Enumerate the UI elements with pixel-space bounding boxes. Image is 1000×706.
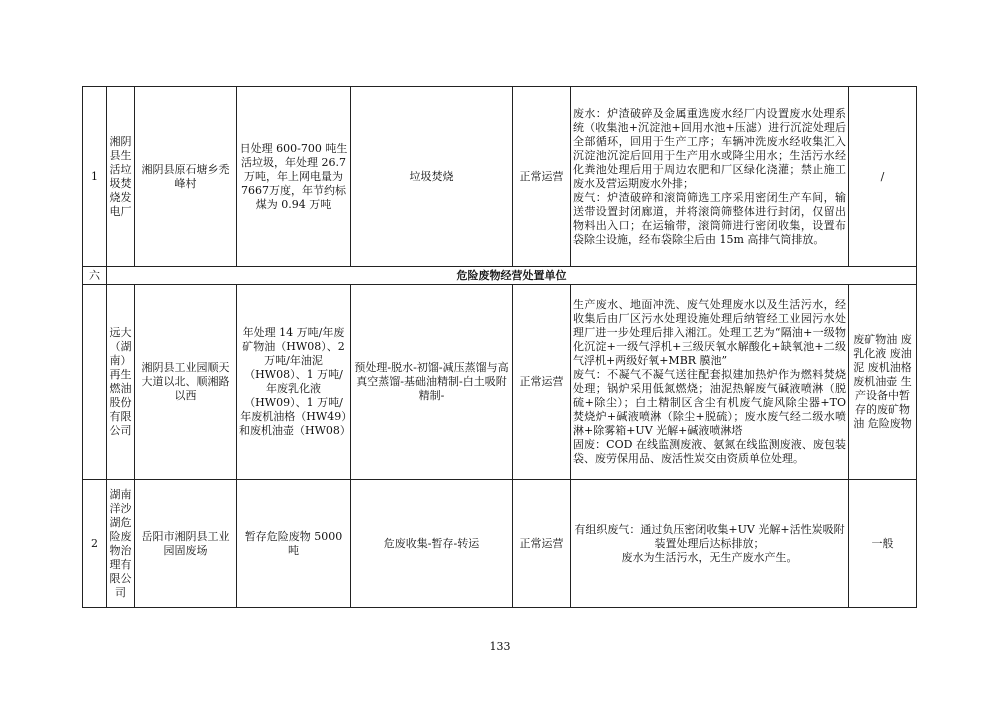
pollution-measures: 有组织废气：通过负压密闭收集+UV 光解+活性炭吸附装置处理后达标排放； 废水为生活污水，无生产废水产生。 [571,480,849,608]
unit-status: 正常运营 [513,285,571,480]
unit-scale: 年处理 14 万吨/年废矿物油（HW08）、2 万吨/年油泥（HW08）、1 万吨/年废乳化液（HW09）、1 万吨/年废机油格（HW49）和废机油壶（HW08） [237,285,351,480]
waste-category: / [849,87,917,267]
table-row [83,285,917,480]
unit-location: 湘阴县工业园顺天大道以北、顺湘路以西 [135,285,237,480]
unit-process: 预处理-脱水-初馏-减压蒸馏与高真空蒸馏-基础油精制-白土吸附精制- [351,285,513,480]
unit-scale: 日处理 600-700 吨生活垃圾，年处理 26.7万吨，年上网电量为7667万度，年节约标煤为 0.94 万吨 [237,87,351,267]
unit-status: 正常运营 [513,480,571,608]
table-row [83,87,917,267]
unit-name: 湖南洋沙湖危险废物治理有限公司 [107,480,135,608]
unit-name: 湘阴县生活垃圾焚烧发电厂 [107,87,135,267]
unit-process: 垃圾焚烧 [351,87,513,267]
pollution-measures: 废水：炉渣破碎及金属重选废水经厂内设置废水处理系统（收集池+沉淀池+回用水池+压滤）进行沉淀处理后全部循环，回用于生产工序；车辆冲洗废水经收集汇入沉淀池沉淀后回用于生产用水或降尘用水；生活污水经化粪池处理后用于周边农肥和厂区绿化浇灌；禁止施工废水及营运期废水外排； 废气：炉渣破碎和滚筒筛选工序采用密闭生产车间，输送带设置封闭廊道，并将滚筒筛整体进行封闭，仅留出物料出入口；在运输带，滚筒筛进行密闭收集，设置布袋除尘设施，经布袋除尘后由 15m 高排气筒排放。 [571,87,849,267]
unit-name: 远大（湖南）再生燃油股份有限公司 [107,285,135,480]
page-number: 133 [489,640,511,653]
unit-location: 湘阴县原石塘乡禿峰村 [135,87,237,267]
waste-category: 一般 [849,480,917,608]
section-number: 六 [83,267,107,285]
unit-process: 危废收集-暂存-转运 [351,480,513,608]
section-title: 危险废物经营处置单位 [107,267,917,285]
row-number: 2 [83,480,107,608]
unit-status: 正常运营 [513,87,571,267]
document-table [82,86,917,608]
waste-category: 废矿物油 废乳化液 废油泥 废机油格 废机油壶 生产设备中暂存的废矿物油 危险废物 [849,285,917,480]
section-row [83,267,917,285]
unit-scale: 暂存危险废物 5000 吨 [237,480,351,608]
table-row [83,480,917,608]
row-number [83,285,107,480]
pollution-measures: 生产废水、地面冲洗、废气处理废水以及生活污水，经收集后由厂区污水处理设施处理后纳管经工业园污水处理厂进一步处理后排入湘江。处理工艺为“隔油+一级物化沉淀+一级气浮机+三级厌氧水解酸化+缺氧池+二级气浮机+两级好氧+MBR 膜池” 废气：不凝气不凝气送往配套拟建加热炉作为燃料焚烧处理；锅炉采用低氮燃烧；油泥热解废气碱液喷淋（脱硫+除尘）；白土精制区含尘有机废气旋风除尘器+TO 焚烧炉+碱液喷淋（除尘+脱硫）；废水废气经二级水喷淋+除雾箱+UV 光解+碱液喷淋塔 固废：COD 在线监测废液、氨氮在线监测废液、废包装袋、废劳保用品、废活性炭交由资质单位处理。 [571,285,849,480]
unit-location: 岳阳市湘阴县工业园固废场 [135,480,237,608]
row-number: 1 [83,87,107,267]
